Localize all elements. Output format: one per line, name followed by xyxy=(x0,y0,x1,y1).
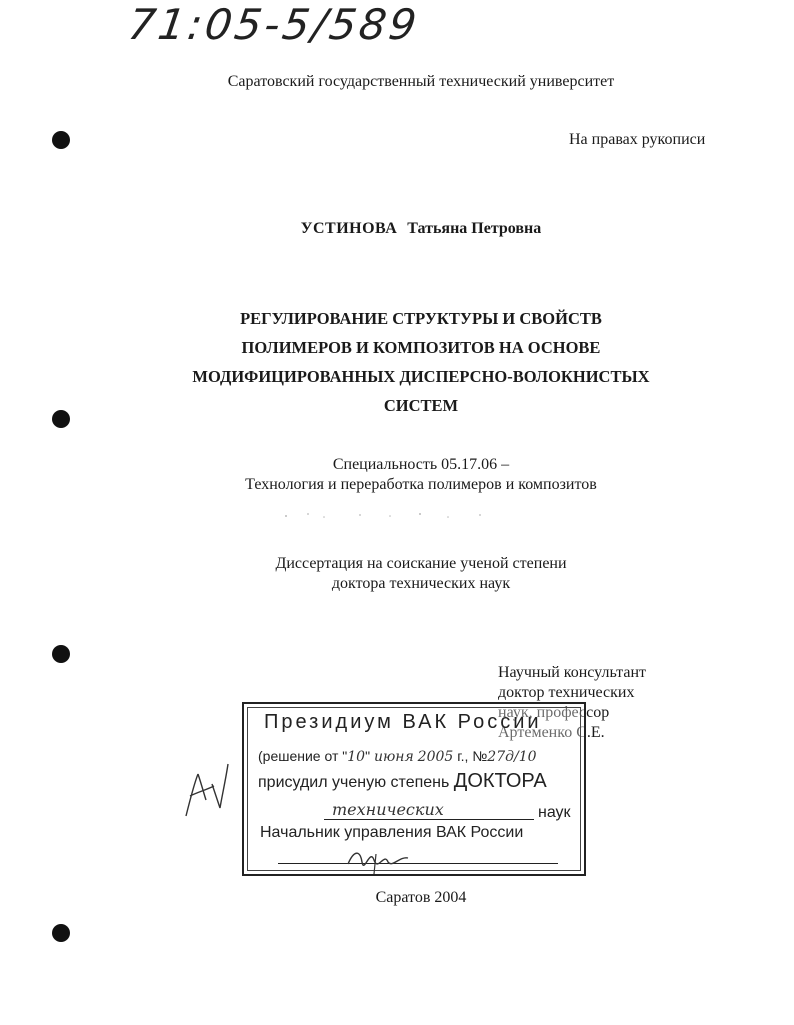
signature-line xyxy=(278,863,558,864)
stamp-nauk: наук xyxy=(538,804,571,821)
punch-hole xyxy=(52,131,70,149)
specialty xyxy=(0,455,794,495)
stamp-award xyxy=(258,770,547,793)
stamp-discipline: технических xyxy=(332,800,444,819)
scan-specks xyxy=(280,508,490,522)
consultant-line: наук, профессор xyxy=(498,704,610,721)
vak-stamp xyxy=(242,702,586,876)
university-name: Саратовский государственный технический университет xyxy=(227,73,615,90)
decision-year: 2005 xyxy=(417,749,454,765)
author-name xyxy=(0,220,794,238)
specialty-code: Специальность 05.17.06 – xyxy=(332,456,510,473)
degree-line: доктора технических наук xyxy=(331,575,511,592)
dissertation-degree xyxy=(0,554,794,594)
signature-scribble xyxy=(344,840,414,876)
award-text: присудил ученую степень xyxy=(258,774,450,791)
title-line: СИСТЕМ xyxy=(383,396,459,415)
title-line: МОДИФИЦИРОВАННЫХ ДИСПЕРСНО-ВОЛОКНИСТЫХ xyxy=(192,367,650,386)
decision-month: июня xyxy=(373,749,414,765)
registry-number: 71:05-5/589 xyxy=(125,0,423,49)
consultant-line: доктор технических xyxy=(498,684,635,701)
decision-day: 10 xyxy=(347,749,366,765)
title-line: ПОЛИМЕРОВ И КОМПОЗИТОВ НА ОСНОВЕ xyxy=(241,338,601,357)
degree-line: Диссертация на соискание ученой степени xyxy=(275,555,567,572)
dissertation-title xyxy=(120,304,722,420)
decision-quote: " xyxy=(365,748,371,764)
stamp-head: Начальник управления ВАК России xyxy=(260,824,524,841)
punch-hole xyxy=(52,645,70,663)
author-surname: УСТИНОВА xyxy=(300,220,398,237)
author-given-names: Татьяна Петровна xyxy=(407,220,542,237)
punch-hole xyxy=(52,410,70,428)
margin-signature xyxy=(176,756,236,826)
specialty-name: Технология и переработка полимеров и композитов xyxy=(245,476,597,493)
consultant-line: Артеменко С.Е. xyxy=(498,724,605,741)
discipline-underline xyxy=(324,819,534,820)
title-line: РЕГУЛИРОВАНИЕ СТРУКТУРЫ И СВОЙСТВ xyxy=(240,309,602,328)
stamp-title: Президиум ВАК России xyxy=(264,711,542,733)
awarded-degree: ДОКТОРА xyxy=(453,770,547,792)
rights-note: На правах рукописи xyxy=(569,131,706,148)
consultant-line: Научный консультант xyxy=(498,664,646,681)
decision-g-no: г., № xyxy=(457,748,488,764)
decision-prefix: (решение от " xyxy=(258,748,348,764)
punch-hole xyxy=(52,924,70,942)
city-year: Саратов 2004 xyxy=(375,889,467,906)
stamp-decision xyxy=(258,748,537,765)
decision-number: 27д/10 xyxy=(487,749,537,765)
